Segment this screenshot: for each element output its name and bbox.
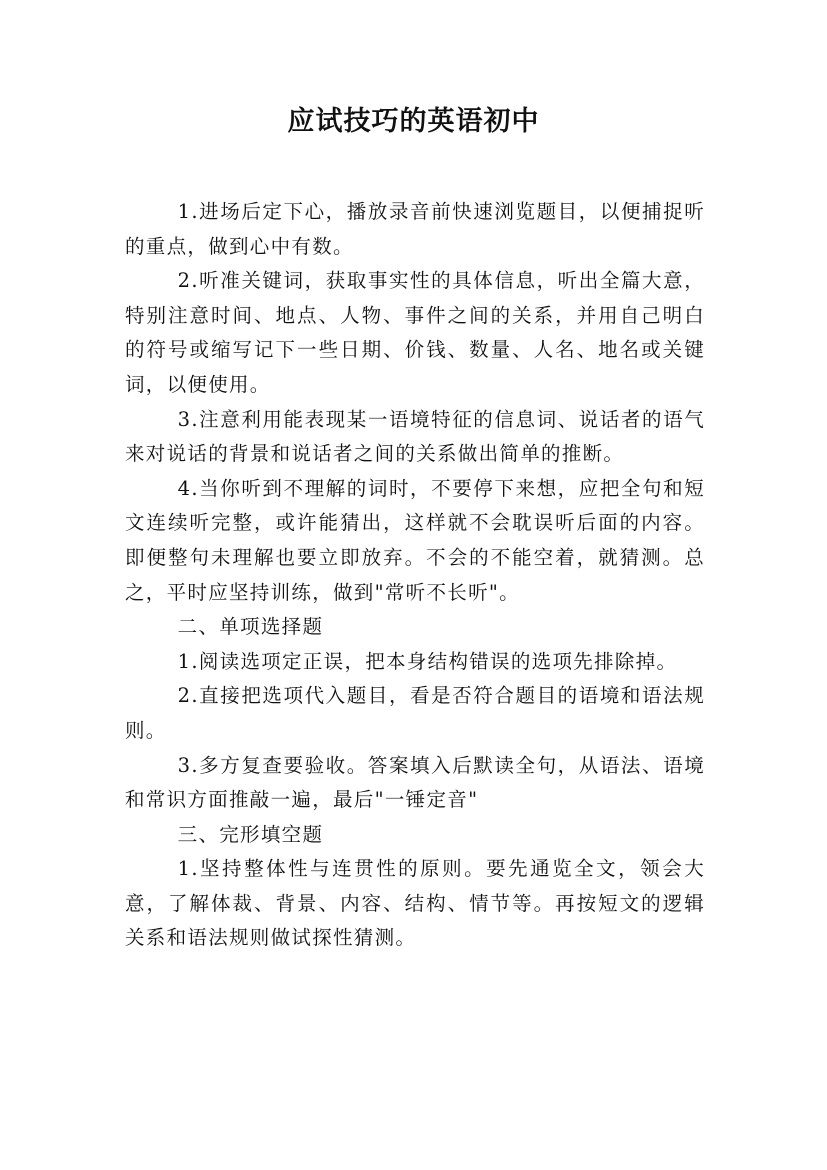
- paragraph-cloze-1: 1.坚持整体性与连贯性的原则。要先通览全文，领会大意，了解体裁、背景、内容、结构、情节等。再按短文的逻辑关系和语法规则做试探性猜测。: [125, 857, 705, 950]
- document-title: 应试技巧的英语初中: [287, 106, 540, 137]
- paragraph-listening-3: 3.注意利用能表现某一语境特征的信息词、说话者的语气来对说话的背景和说话者之间的关系做出简单的推断。: [125, 407, 705, 466]
- paragraph-choice-3: 3.多方复查要验收。答案填入后默读全句，从语法、语境和常识方面推敲一遍，最后"一锤定音": [125, 753, 705, 812]
- paragraph-choice-1: 1.阅读选项定正误，把本身结构错误的选项先排除掉。: [177, 649, 678, 673]
- paragraph-listening-2: 2.听准关键词，获取事实性的具体信息，听出全篇大意，特别注意时间、地点、人物、事件之间的关系，并用自己明白的符号或缩写记下一些日期、价钱、数量、人名、地名或关键词，以便使用。: [125, 269, 705, 396]
- paragraph-listening-1: 1.进场后定下心，播放录音前快速浏览题目，以便捕捉听的重点，做到心中有数。: [125, 200, 705, 258]
- section-heading-cloze: 三、完形填空题: [177, 822, 324, 846]
- document-body: [125, 195, 705, 956]
- paragraph-choice-2: 2.直接把选项代入题目，看是否符合题目的语境和语法规则。: [125, 684, 705, 742]
- section-heading-single-choice: 二、单项选择题: [177, 615, 324, 639]
- paragraph-listening-4: 4.当你听到不理解的词时，不要停下来想，应把全句和短文连续听完整，或许能猜出，这样就不会耽误听后面的内容。即便整句未理解也要立即放弃。不会的不能空着，就猜测。总之，平时应坚持训练，做到"常听不长听"。: [125, 476, 705, 604]
